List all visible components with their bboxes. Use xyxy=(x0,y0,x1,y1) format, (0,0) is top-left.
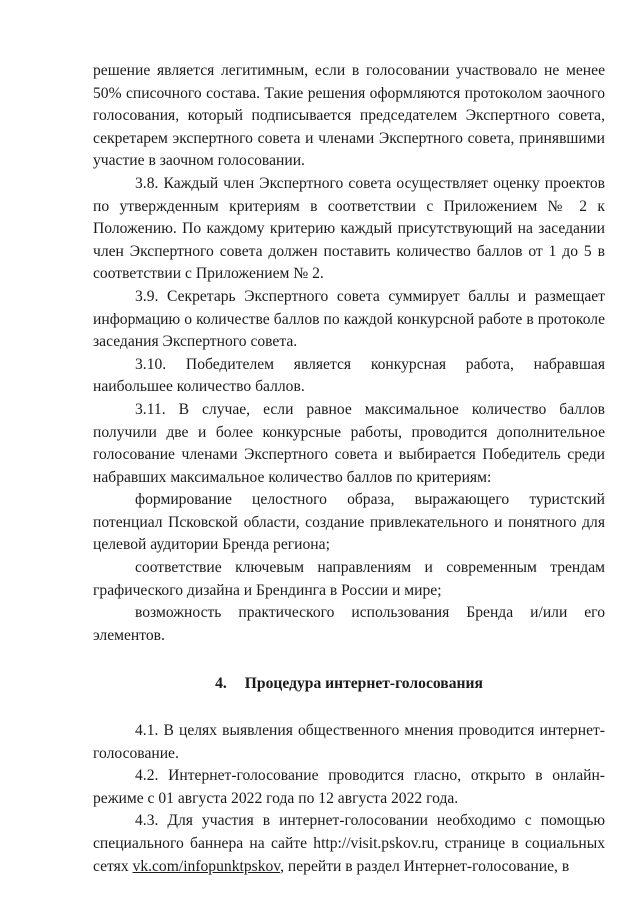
criterion-item-2: соответствие ключевым направлениям и современным трендам графического дизайна и Брендинга в России и мире; xyxy=(93,559,605,599)
paragraph-3-11: 3.11. В случае, если равное максимальное количество баллов получили две и более конкурсные работы, проводится дополнительное голосование членами Экспертного совета и выбирается Победитель среди набравших максимальное количество баллов по критериям: xyxy=(93,400,605,486)
paragraph-4-2: 4.2. Интернет-голосование проводится гласно, открыто в онлайн-режиме с 01 августа 2022 года по 12 августа 2022 года. xyxy=(93,767,605,807)
paragraph-4-3-end: , перейти в раздел Интернет-голосование, в xyxy=(280,857,570,875)
paragraph-3-9: 3.9. Секретарь Экспертного совета суммирует баллы и размещает информацию о количестве баллов по каждой конкурсной работе в протоколе заседания Экспертного совета. xyxy=(93,287,605,351)
section-title: Процедура интернет-голосования xyxy=(244,675,483,693)
criterion-item-3: возможность практического использования Бренда и/или его элементов. xyxy=(93,604,605,644)
section-number: 4. xyxy=(215,675,227,693)
paragraph-4-3 xyxy=(93,810,605,878)
section-heading xyxy=(93,673,605,696)
paragraph-3-8: 3.8. Каждый член Экспертного совета осуществляет оценку проектов по утвержденным критериям в соответствии с Приложением № 2 к Положению. По каждому критерию каждый присутствующий на заседании член Экспертного совета должен поставить количество баллов от 1 до 5 в соответствии с Приложением № 2. xyxy=(93,174,605,283)
criterion-item-1: формирование целостного образа, выражающего туристский потенциал Псковской области, создание привлекательного и понятного для целевой аудитории Бренда региона; xyxy=(93,491,605,554)
paragraph-continuation: решение является легитимным, если в голосовании участвовало не менее 50% списочного состава. Такие решения оформляются протоколом заочного голосования, который подписывается председателем Экспертного совета, секретарем экспертного совета и членами Экспертного совета, принявшими участие в заочном голосовании. xyxy=(93,62,605,170)
paragraph-3-10: 3.10. Победителем является конкурсная работа, набравшая наибольшее количество баллов. xyxy=(93,355,605,396)
paragraph-4-3-start: 4.3. Для участия в интернет-голосовании необходимо с помощью специального баннера на сайте http://visit.pskov.ru, странице в социальных сетях xyxy=(93,812,605,875)
vk-link[interactable]: vk.com/infopunktpskov xyxy=(132,857,281,875)
paragraph-4-1: 4.1. В целях выявления общественного мнения проводится интернет-голосование. xyxy=(93,722,605,762)
document-body xyxy=(93,60,605,878)
